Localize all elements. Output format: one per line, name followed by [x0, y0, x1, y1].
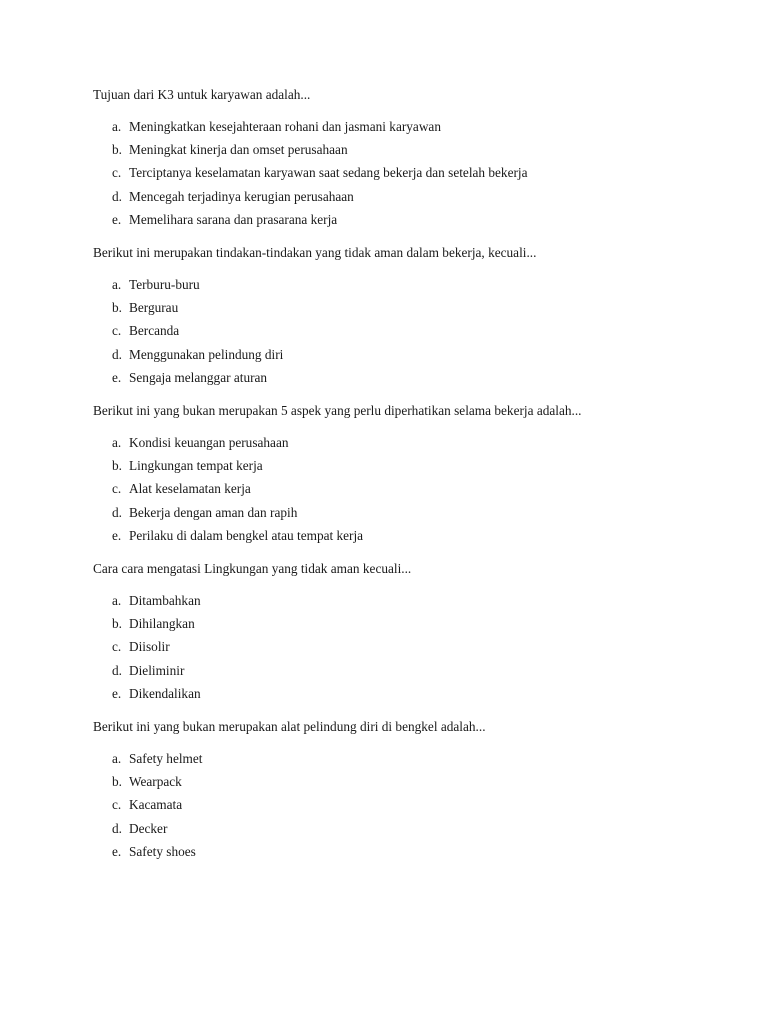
option-text: Wearpack — [129, 774, 182, 790]
option-text: Memelihara sarana dan prasarana kerja — [129, 211, 338, 227]
option-letter: b. — [112, 458, 122, 474]
option-letter: c. — [112, 481, 122, 497]
option-letter: d. — [112, 504, 122, 520]
question-1 — [93, 87, 733, 227]
question-text: Berikut ini yang bukan merupakan 5 aspek yang perlu diperhatikan selama bekerja adalah... — [93, 403, 582, 418]
option-letter: e. — [112, 843, 122, 859]
option-letter: a. — [112, 435, 122, 450]
option-letter: a. — [112, 119, 122, 134]
option-text: Bercanda — [129, 323, 180, 339]
option-text: Terciptanya keselamatan karyawan saat sedang bekerja dan setelah bekerja — [129, 165, 528, 181]
option-text: Menggunakan pelindung diri — [129, 346, 284, 362]
option-letter: d. — [112, 346, 122, 362]
option-letter: c. — [112, 165, 122, 181]
option-text: Bergurau — [129, 300, 179, 316]
option-text: Bekerja dengan aman dan rapih — [129, 504, 298, 520]
option-text: Decker — [129, 820, 168, 836]
option-letter: e. — [112, 211, 122, 227]
option-text: Diisolir — [129, 639, 170, 655]
option-letter: a. — [112, 277, 122, 292]
option-letter: c. — [112, 323, 122, 339]
option-letter: e. — [112, 369, 122, 385]
question-text: Cara cara mengatasi Lingkungan yang tidak aman kecuali... — [93, 561, 412, 576]
option-letter: b. — [112, 300, 122, 316]
question-text: Berikut ini merupakan tindakan-tindakan yang tidak aman dalam bekerja, kecuali... — [93, 245, 537, 260]
question-5 — [93, 719, 733, 859]
option-letter: c. — [112, 639, 122, 655]
option-letter: d. — [112, 662, 122, 678]
option-letter: b. — [112, 616, 122, 632]
option-text: Alat keselamatan kerja — [129, 481, 251, 497]
option-letter: b. — [112, 142, 122, 158]
option-text: Sengaja melanggar aturan — [129, 369, 268, 385]
option-text: Safety helmet — [129, 751, 203, 766]
question-text: Berikut ini yang bukan merupakan alat pelindung diri di bengkel adalah... — [93, 719, 486, 734]
option-letter: e. — [112, 685, 122, 701]
option-text: Safety shoes — [129, 843, 196, 859]
option-text: Ditambahkan — [129, 593, 201, 608]
option-text: Mencegah terjadinya kerugian perusahaan — [129, 188, 354, 204]
option-letter: a. — [112, 593, 122, 608]
option-letter: d. — [112, 820, 122, 836]
option-letter: d. — [112, 188, 122, 204]
question-2 — [93, 245, 733, 385]
option-text: Kondisi keuangan perusahaan — [129, 435, 289, 450]
option-text: Meningkat kinerja dan omset perusahaan — [129, 142, 348, 158]
option-letter: e. — [112, 527, 122, 543]
option-text: Dikendalikan — [129, 685, 201, 701]
option-text: Terburu-buru — [129, 277, 200, 292]
option-letter: b. — [112, 774, 122, 790]
option-text: Dieliminir — [129, 662, 185, 678]
option-text: Lingkungan tempat kerja — [129, 458, 263, 474]
option-text: Meningkatkan kesejahteraan rohani dan jasmani karyawan — [129, 119, 441, 134]
question-3 — [93, 403, 733, 543]
option-letter: c. — [112, 797, 122, 813]
option-text: Kacamata — [129, 797, 183, 813]
question-4 — [93, 561, 733, 701]
option-text: Dihilangkan — [129, 616, 195, 632]
option-text: Perilaku di dalam bengkel atau tempat kerja — [129, 527, 364, 543]
question-text: Tujuan dari K3 untuk karyawan adalah... — [93, 87, 311, 102]
option-letter: a. — [112, 751, 122, 766]
